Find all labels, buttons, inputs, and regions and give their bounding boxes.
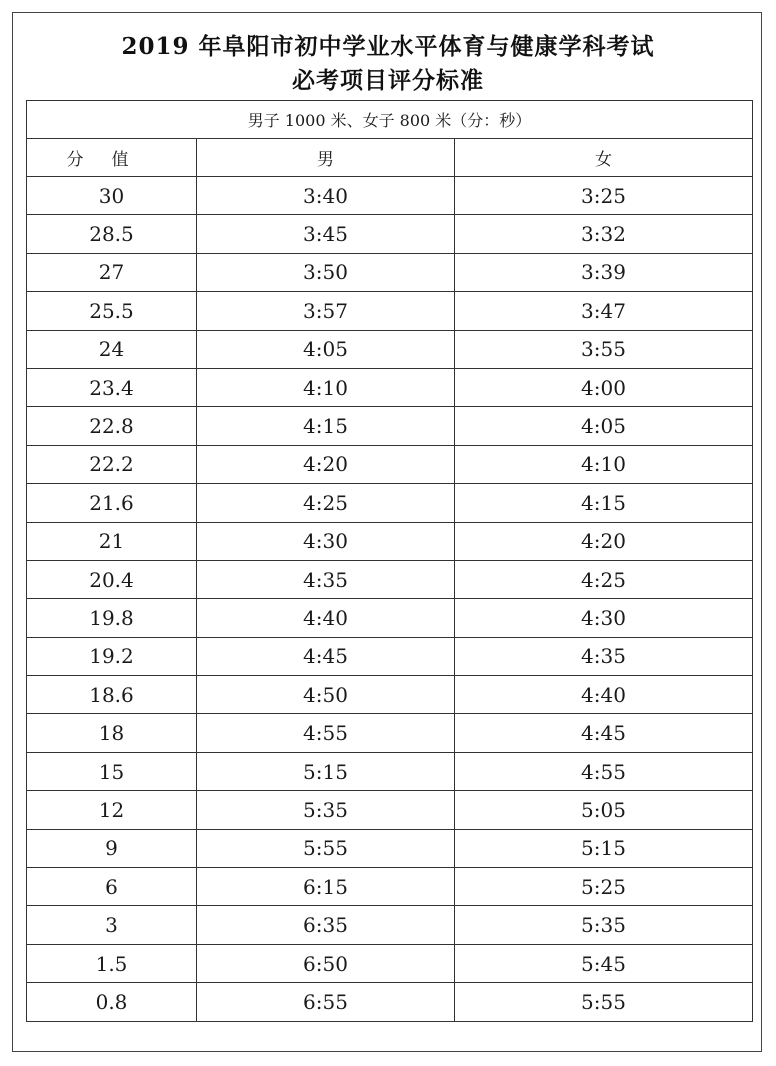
cell-male: 4:55 [197, 714, 455, 752]
table-row [27, 676, 753, 714]
cell-male: 3:45 [197, 215, 455, 253]
table-row [27, 637, 753, 675]
table-row [27, 330, 753, 368]
cell-score: 22.8 [27, 407, 197, 445]
table-caption: 男子 1000 米、女子 800 米（分：秒） [27, 101, 753, 139]
cell-score: 6 [27, 868, 197, 906]
cell-female: 5:05 [455, 791, 753, 829]
cell-female: 4:40 [455, 676, 753, 714]
header-score: 分值 [27, 139, 197, 177]
cell-male: 4:05 [197, 330, 455, 368]
cell-score: 20.4 [27, 560, 197, 598]
cell-score: 19.8 [27, 599, 197, 637]
table-row [27, 714, 753, 752]
cell-female: 4:55 [455, 752, 753, 790]
header-male: 男 [197, 139, 455, 177]
table-row [27, 791, 753, 829]
cell-female: 3:25 [455, 177, 753, 215]
cell-female: 3:55 [455, 330, 753, 368]
cell-male: 4:35 [197, 560, 455, 598]
table-row [27, 215, 753, 253]
cell-male: 3:50 [197, 253, 455, 291]
cell-score: 28.5 [27, 215, 197, 253]
cell-score: 24 [27, 330, 197, 368]
cell-score: 18 [27, 714, 197, 752]
cell-female: 5:15 [455, 829, 753, 867]
table-row [27, 829, 753, 867]
cell-female: 5:55 [455, 983, 753, 1021]
cell-female: 5:35 [455, 906, 753, 944]
table-row [27, 906, 753, 944]
table-row [27, 292, 753, 330]
cell-female: 5:45 [455, 944, 753, 982]
cell-male: 4:45 [197, 637, 455, 675]
cell-female: 5:25 [455, 868, 753, 906]
cell-male: 4:30 [197, 522, 455, 560]
cell-male: 4:50 [197, 676, 455, 714]
table-caption-row [27, 101, 753, 139]
cell-male: 5:35 [197, 791, 455, 829]
cell-female: 4:45 [455, 714, 753, 752]
cell-female: 4:35 [455, 637, 753, 675]
cell-score: 15 [27, 752, 197, 790]
table-row [27, 484, 753, 522]
cell-male: 4:40 [197, 599, 455, 637]
cell-female: 4:20 [455, 522, 753, 560]
table-row [27, 752, 753, 790]
cell-female: 3:39 [455, 253, 753, 291]
cell-score: 22.2 [27, 445, 197, 483]
cell-score: 21 [27, 522, 197, 560]
table-row [27, 983, 753, 1021]
cell-female: 4:25 [455, 560, 753, 598]
document-title: 2019 年阜阳市初中学业水平体育与健康学科考试 [121, 33, 655, 60]
cell-score: 0.8 [27, 983, 197, 1021]
cell-male: 6:50 [197, 944, 455, 982]
cell-female: 3:32 [455, 215, 753, 253]
cell-male: 6:55 [197, 983, 455, 1021]
cell-female: 4:30 [455, 599, 753, 637]
table-row [27, 599, 753, 637]
cell-male: 5:15 [197, 752, 455, 790]
cell-male: 5:55 [197, 829, 455, 867]
table-row [27, 522, 753, 560]
table-row [27, 445, 753, 483]
cell-score: 25.5 [27, 292, 197, 330]
cell-female: 3:47 [455, 292, 753, 330]
cell-male: 4:10 [197, 368, 455, 406]
cell-female: 4:00 [455, 368, 753, 406]
scoring-table [26, 100, 753, 1022]
table-row [27, 560, 753, 598]
document-subtitle: 必考项目评分标准 [292, 67, 484, 94]
cell-male: 4:25 [197, 484, 455, 522]
cell-score: 1.5 [27, 944, 197, 982]
table-row [27, 868, 753, 906]
cell-male: 4:15 [197, 407, 455, 445]
cell-score: 23.4 [27, 368, 197, 406]
cell-score: 12 [27, 791, 197, 829]
cell-male: 3:40 [197, 177, 455, 215]
table-row [27, 407, 753, 445]
cell-male: 4:20 [197, 445, 455, 483]
cell-male: 3:57 [197, 292, 455, 330]
cell-male: 6:35 [197, 906, 455, 944]
cell-female: 4:05 [455, 407, 753, 445]
table-header-row [27, 139, 753, 177]
cell-male: 6:15 [197, 868, 455, 906]
table-row [27, 177, 753, 215]
cell-score: 30 [27, 177, 197, 215]
cell-score: 19.2 [27, 637, 197, 675]
cell-score: 27 [27, 253, 197, 291]
cell-score: 9 [27, 829, 197, 867]
cell-score: 21.6 [27, 484, 197, 522]
cell-score: 3 [27, 906, 197, 944]
table-row [27, 253, 753, 291]
table-row [27, 944, 753, 982]
cell-female: 4:15 [455, 484, 753, 522]
cell-score: 18.6 [27, 676, 197, 714]
cell-female: 4:10 [455, 445, 753, 483]
table-row [27, 368, 753, 406]
header-female: 女 [455, 139, 753, 177]
